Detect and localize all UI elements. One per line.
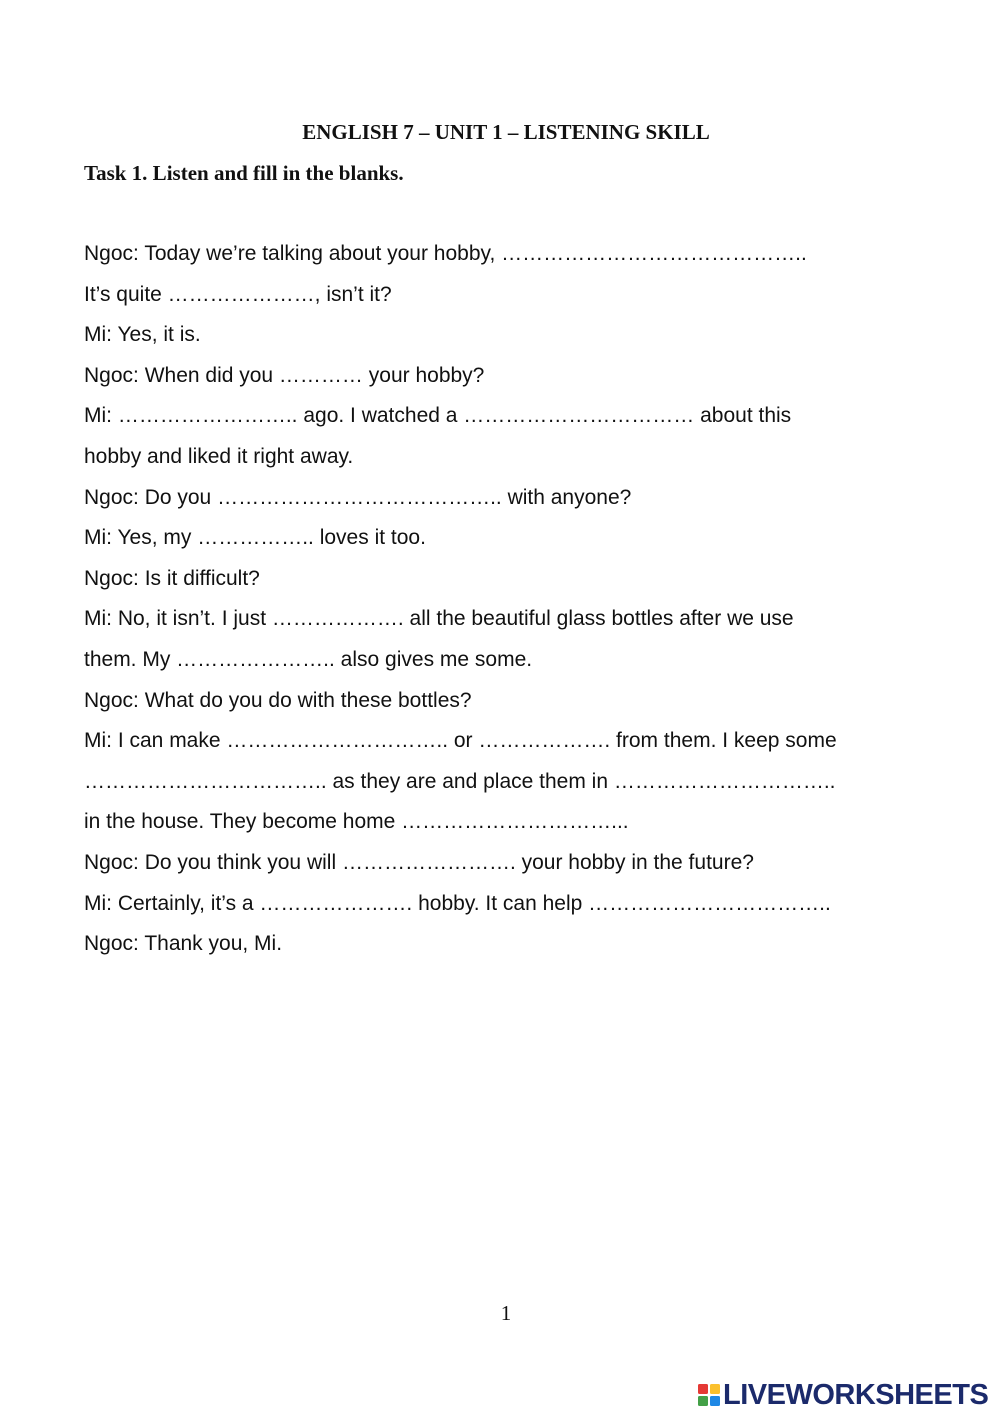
dialogue-text xyxy=(84,238,944,969)
dialogue-line: Ngoc: Do you ………………………………….. with anyone? xyxy=(84,485,632,509)
task-instruction: Task 1. Listen and fill in the blanks. xyxy=(84,161,404,185)
dialogue-line: Ngoc: When did you ………… your hobby? xyxy=(84,363,485,387)
dialogue-line: them. My ………………….. also gives me some. xyxy=(84,647,533,671)
dialogue-line: …………………………….. as they are and place them in ………………………….. xyxy=(84,769,836,793)
dialogue-line: Mi: I can make ………………………….. or ………………. from them. I keep some xyxy=(84,729,837,753)
dialogue-line: Mi: …………………….. ago. I watched a …………………………… about this xyxy=(84,404,792,428)
worksheet-title: ENGLISH 7 – UNIT 1 – LISTENING SKILL xyxy=(302,120,710,144)
dialogue-line: Ngoc: Do you think you will ……………………. your hobby in the future? xyxy=(84,850,754,874)
dialogue-line: Mi: Yes, it is. xyxy=(84,323,201,347)
liveworksheets-logo-icon xyxy=(697,1381,721,1409)
dialogue-line: Ngoc: Today we’re talking about your hobby, …………………………………….. xyxy=(84,242,807,265)
dialogue-line: hobby and liked it right away. xyxy=(84,444,354,468)
dialogue-line: Mi: No, it isn’t. I just ………………. all the beautiful glass bottles after we use xyxy=(84,607,794,631)
liveworksheets-logo xyxy=(697,1378,988,1412)
dialogue-line: It’s quite …………………, isn’t it? xyxy=(84,282,392,306)
dialogue-line: Ngoc: What do you do with these bottles? xyxy=(84,688,472,712)
dialogue-line: Mi: Certainly, it’s a …………………. hobby. It can help …………………………….. xyxy=(84,891,831,915)
dialogue-line: Mi: Yes, my …………….. loves it too. xyxy=(84,526,426,550)
dialogue-line: in the house. They become home …………………………... xyxy=(84,810,629,834)
brand-name: LIVEWORKSHEETS xyxy=(723,1379,989,1411)
dialogue-line: Ngoc: Thank you, Mi. xyxy=(84,932,283,956)
page-number: 1 xyxy=(500,1301,512,1325)
dialogue-line: Ngoc: Is it difficult? xyxy=(84,566,260,590)
